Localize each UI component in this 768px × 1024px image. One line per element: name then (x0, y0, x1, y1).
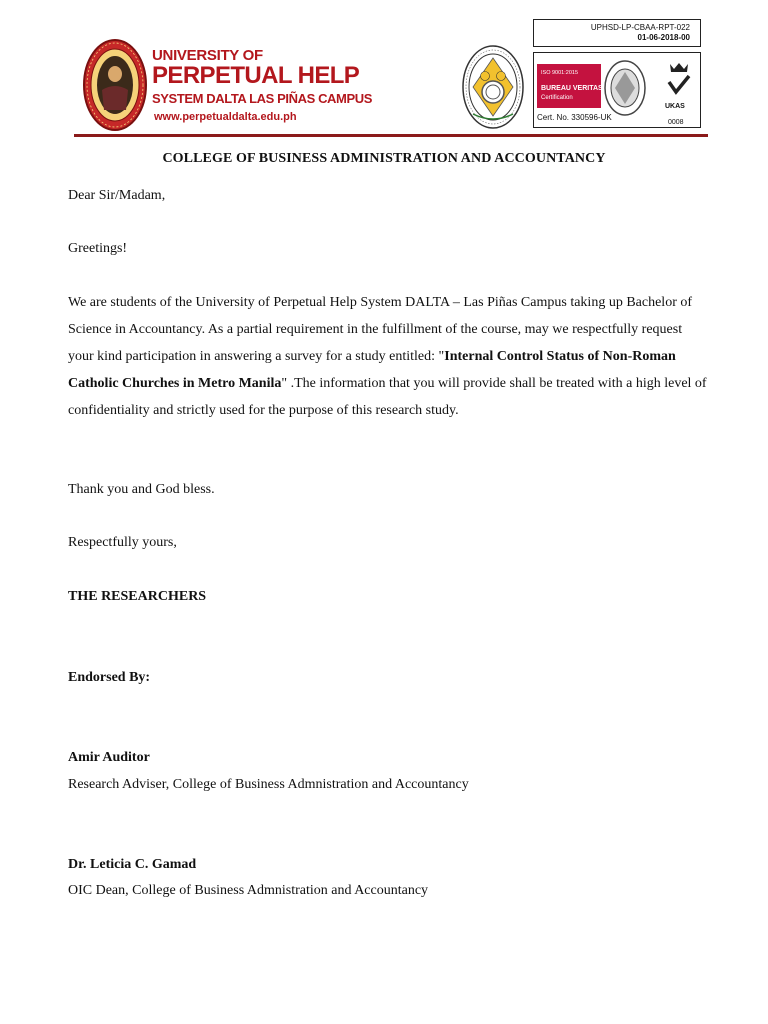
bureau-veritas-seal-icon (603, 58, 647, 118)
endorser-2-name: Dr. Leticia C. Gamad (68, 857, 197, 872)
endorser-1-title: Research Adviser, College of Business Admnistration and Accountancy (68, 777, 469, 792)
ukas-label: UKAS (665, 103, 685, 110)
university-name-line1: UNIVERSITY OF (152, 47, 263, 64)
document-revision-date: 01-06-2018-00 (637, 33, 690, 42)
college-heading: COLLEGE OF BUSINESS ADMINISTRATION AND ACCOUNTANCY (162, 151, 606, 166)
ukas-crown-check-icon (664, 60, 694, 102)
signatory: THE RESEARCHERS (68, 589, 207, 604)
salutation: Dear Sir/Madam, (68, 188, 166, 203)
thanks-line: Thank you and God bless. (68, 482, 215, 497)
cba-seal-icon (461, 44, 525, 130)
certification-label: Certification (541, 95, 573, 101)
bureau-veritas-label: BUREAU VERITAS (541, 85, 603, 92)
greeting: Greetings! (68, 241, 128, 256)
endorser-1-name: Amir Auditor (68, 750, 150, 765)
closing-line: Respectfully yours, (68, 535, 177, 550)
university-campus: SYSTEM DALTA LAS PIÑAS CAMPUS (152, 91, 373, 106)
document-code: UPHSD-LP-CBAA-RPT-022 (590, 23, 690, 32)
university-seal-icon (82, 38, 148, 132)
header-divider (74, 134, 708, 137)
body-text-part2: " .The information that you will provide shall be treated with a high level of confidentiality and strictly used for the purpose of this research study. (68, 376, 707, 418)
university-name-line2: PERPETUAL HELP (152, 62, 360, 89)
iso-standard-label: ISO 9001:2015 (541, 70, 579, 76)
body-text-part1: We are students of the University of Perpetual Help System DALTA – Las Piñas Campus taking up Bachelor of Science in Accountancy. As a partial requirement in the fulfillment of the course, may we respectfully request your kind participation in answering a survey for a study entitled: " (68, 295, 693, 364)
endorser-2-title: OIC Dean, College of Business Admnistration and Accountancy (68, 883, 429, 898)
certificate-number: Cert. No. 330596-UK (537, 113, 612, 122)
study-title: Internal Control Status of Non-Roman Catholic Churches in Metro Manila (68, 349, 676, 391)
body-paragraph (68, 289, 708, 424)
document-code-box (533, 19, 701, 47)
endorsed-by-label: Endorsed By: (68, 670, 151, 685)
university-website: www.perpetualdalta.edu.ph (154, 111, 297, 123)
ukas-number: 0008 (668, 119, 684, 126)
